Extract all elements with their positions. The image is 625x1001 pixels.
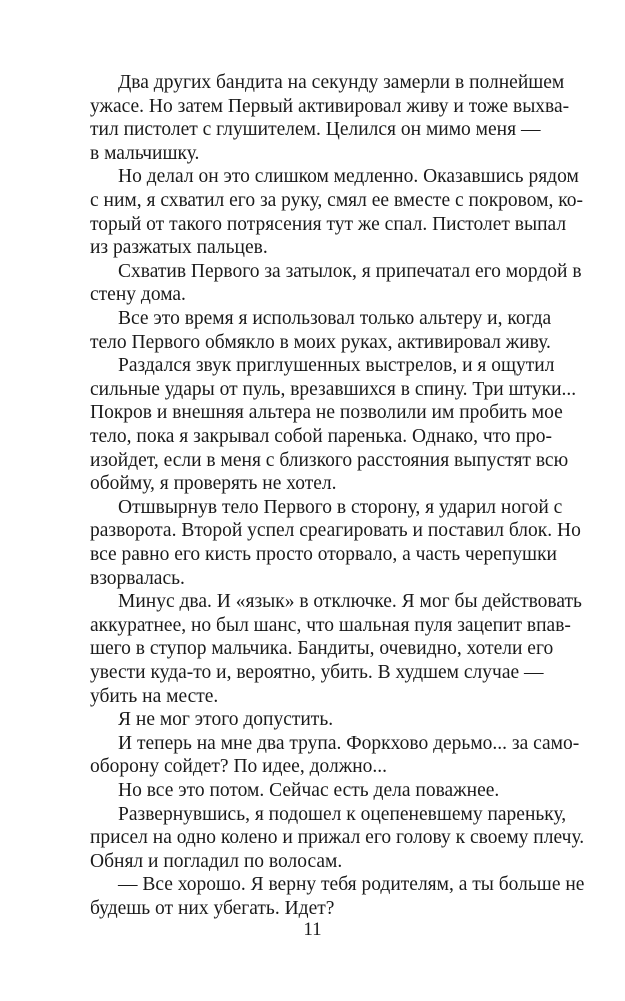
text-line: тил пистолет с глушителем. Целился он мимо меня — [90, 119, 541, 141]
text-line: Все это время я использовал только альтеру и, когда [118, 308, 552, 329]
text-line: Два других бандита на секунду замерли в полнейшем [118, 72, 565, 93]
text-line: тело, пока я закрывал собой паренька. Однако, что про- [90, 426, 552, 447]
text-line: тело Первого обмякло в моих руках, активировал живу. [90, 331, 551, 353]
text-line: Раздался звук приглушенных выстрелов, и я ощутил [118, 355, 555, 377]
text-line: присел на одно колено и прижал его голову к своему плечу. [90, 827, 585, 849]
text-line: в мальчишку. [90, 142, 200, 164]
text-line: разворота. Второй успел среагировать и поставил блок. Но [90, 520, 581, 542]
text-line: Минус два. И «язык» в отключке. Я мог бы действовать [118, 591, 582, 613]
text-line: аккуратнее, но был шанс, что шальная пуля зацепит впав- [90, 614, 571, 636]
text-line: Обнял и погладил по волосам. [90, 850, 343, 872]
text-line: Но делал он это слишком медленно. Оказавшись рядом [118, 166, 579, 188]
text-line: увести куда-то и, вероятно, убить. В худшем случае — [90, 662, 544, 683]
text-line: И теперь на мне два трупа. Форкхово дерьмо... за само- [118, 732, 580, 754]
text-line: будешь от них убегать. Идет? [90, 898, 335, 919]
text-line: с ним, я схватил его за руку, смял ее вместе с покровом, ко- [90, 190, 583, 211]
page-number: 11 [303, 919, 322, 940]
text-line: ужасе. Но затем Первый активировал живу и тоже выхва- [90, 95, 570, 117]
text-line: все равно его кисть просто оторвало, а часть черепушки [90, 544, 557, 565]
text-line: Отшвырнув тело Первого в сторону, я ударил ногой с [118, 496, 563, 518]
text-line: взорвалась. [90, 567, 185, 589]
text-line: убить на месте. [90, 685, 219, 707]
text-line: изойдет, если в меня с близкого расстояния выпустят всю [90, 449, 569, 471]
text-line: Я не мог этого допустить. [118, 709, 334, 731]
text-line: Схватив Первого за затылок, я припечатал его мордой в [118, 260, 582, 282]
text-line: Но все это потом. Сейчас есть дела поважнее. [118, 780, 500, 801]
text-line: сильные удары от пуль, врезавшихся в спину. Три штуки... [90, 378, 577, 400]
text-line: из разжатых пальцев. [90, 237, 268, 259]
text-line: оборону сойдет? По идее, должно... [90, 756, 388, 778]
text-line: Развернувшись, я подошел к оцепеневшему пареньку, [118, 803, 567, 825]
text-line: обойму, я проверять не хотел. [90, 473, 337, 495]
text-line: шего в ступор мальчика. Бандиты, очевидно, хотели его [90, 638, 554, 660]
text-line: — Все хорошо. Я верну тебя родителям, а ты больше не [118, 874, 585, 896]
text-line: торый от такого потрясения тут же спал. Пистолет выпал [90, 213, 567, 235]
text-line: стену дома. [90, 284, 186, 306]
text-line: Покров и внешняя альтера не позволили им пробить мое [90, 402, 563, 424]
